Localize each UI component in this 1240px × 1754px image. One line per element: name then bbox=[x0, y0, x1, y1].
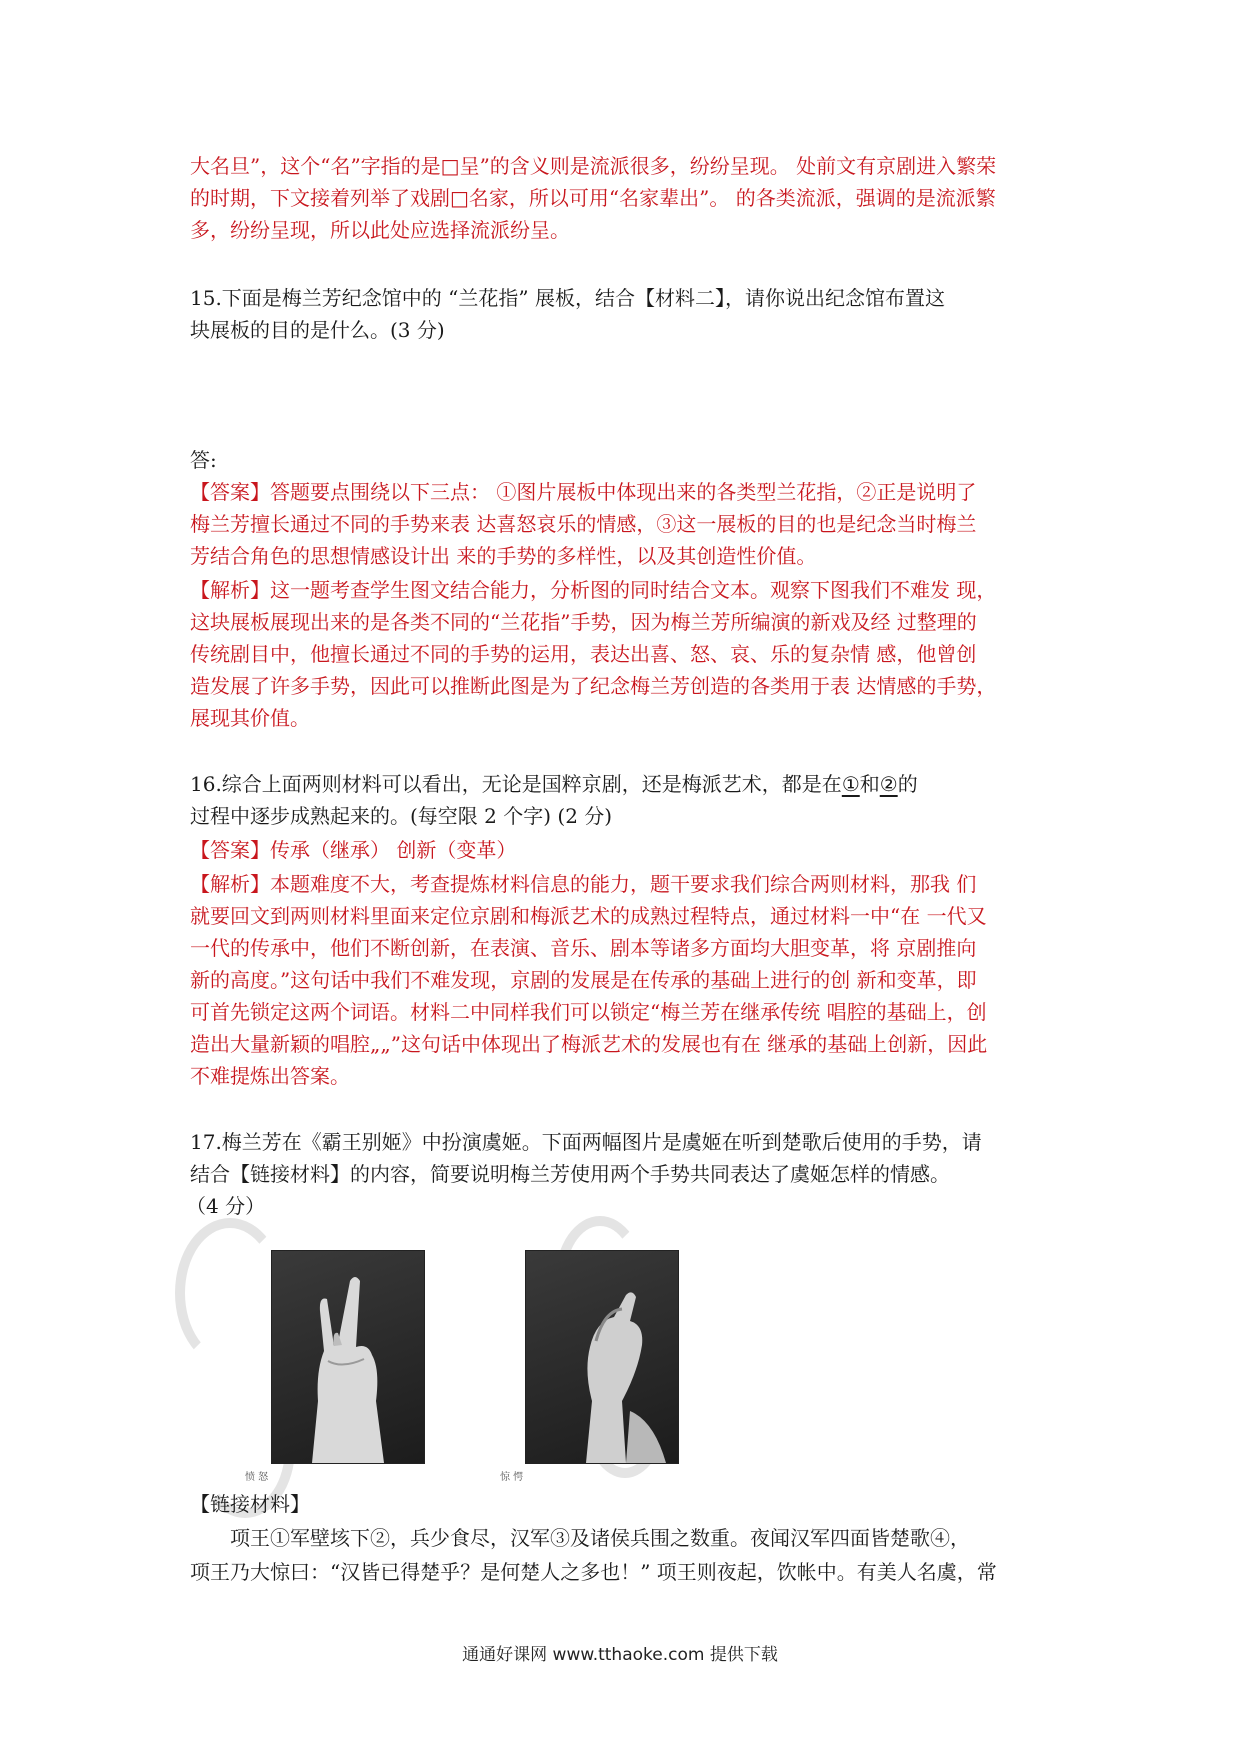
q16-analysis-line-3: 一代的传承中，他们不断创新，在表演、音乐、剧本等诸多方面均大胆变革，将 京剧推向 bbox=[190, 936, 977, 960]
q16-blank-1: ① bbox=[841, 772, 860, 796]
q15-answer-label: 答: bbox=[190, 448, 217, 472]
decorative-swoosh bbox=[175, 1218, 285, 1368]
q15-answer-line-3: 芳结合角色的思想情感设计出 来的手势的多样性，以及其创造性价值。 bbox=[190, 544, 817, 568]
prev-analysis-line-2: 的时期，下文接着列举了戏剧□名家，所以可用“名家辈出”。 的各类流派，强调的是流派繁 bbox=[190, 186, 996, 210]
q16-analysis-line-1: 【解析】本题难度不大，考查提炼材料信息的能力，题干要求我们综合两则材料，那我 们 bbox=[190, 872, 977, 896]
photo-gesture-anger bbox=[271, 1250, 425, 1464]
q15-analysis-line-2: 这块展板展现出来的是各类不同的“兰花指”手势，因为梅兰芳所编演的新戏及经 过整理的 bbox=[190, 610, 977, 634]
q16-connector: 和 bbox=[859, 772, 880, 796]
q16-suffix: 的 bbox=[897, 772, 918, 796]
link-material-line-1: 项王①军壁垓下②，兵少食尽，汉军③及诸侯兵围之数重。夜闻汉军四面皆楚歌④， bbox=[230, 1526, 970, 1550]
hand-gesture-1-image bbox=[272, 1251, 424, 1463]
prev-analysis-line-1: 大名旦”，这个“名”字指的是□呈”的含义则是流派很多，纷纷呈现。 处前文有京剧进入繁荣 bbox=[190, 154, 997, 178]
q16-blank-2: ② bbox=[879, 772, 898, 796]
q15-analysis-line-5: 展现其价值。 bbox=[190, 706, 310, 730]
q16-analysis-line-5: 可首先锁定这两个词语。材料二中同样我们可以锁定“梅兰芳在继承传统 唱腔的基础上，创 bbox=[190, 1000, 987, 1024]
q15-analysis-line-4: 造发展了许多手势，因此可以推断此图是为了纪念梅兰芳创造的各类用于表 达情感的手势， bbox=[190, 674, 997, 698]
q15-answer-line-2: 梅兰芳擅长通过不同的手势来表 达喜怒哀乐的情感，③这一展板的目的也是纪念当时梅兰 bbox=[190, 512, 977, 536]
prev-analysis-line-3: 多，纷纷呈现，所以此处应选择流派纷呈。 bbox=[190, 218, 570, 242]
page-footer: 通通好课网 www.tthaoke.com 提供下载 bbox=[462, 1645, 778, 1665]
photo2-caption: 惊 愕 bbox=[500, 1472, 524, 1483]
q17-question-line-2: 结合【链接材料】的内容，简要说明梅兰芳使用两个手势共同表达了虞姬怎样的情感。 bbox=[190, 1162, 950, 1186]
q15-analysis-line-1: 【解析】这一题考查学生图文结合能力，分析图的同时结合文本。观察下图我们不难发 现， bbox=[190, 578, 997, 602]
link-material-line-2: 项王乃大惊曰：“汉皆已得楚乎？是何楚人之多也！” 项王则夜起，饮帐中。有美人名虞，常 bbox=[190, 1560, 997, 1584]
q15-question-line-2: 块展板的目的是什么。(3 分) bbox=[190, 318, 445, 342]
hand-gesture-2-image bbox=[526, 1251, 678, 1463]
q16-analysis-line-2: 就要回文到两则材料里面来定位京剧和梅派艺术的成熟过程特点，通过材料一中“在 一代又 bbox=[190, 904, 987, 928]
q15-analysis-line-3: 传统剧目中，他擅长通过不同的手势的运用，表达出喜、怒、哀、乐的复杂情 感，他曾创 bbox=[190, 642, 977, 666]
link-material-title: 【链接材料】 bbox=[190, 1492, 310, 1516]
photo-gesture-surprise bbox=[525, 1250, 679, 1464]
q16-analysis-line-6: 造出大量新颖的唱腔„„”这句话中体现出了梅派艺术的发展也有在 继承的基础上创新，因此 bbox=[190, 1032, 988, 1056]
q16-answer: 【答案】传承（继承） 创新（变革） bbox=[190, 838, 517, 862]
hand-gesture-photos bbox=[195, 1228, 895, 1483]
q16-question-line-1 bbox=[190, 768, 1070, 800]
q16-question-line-2: 过程中逐步成熟起来的。(每空限 2 个字) (2 分) bbox=[190, 804, 613, 828]
q15-answer-line-1: 【答案】答题要点围绕以下三点： ①图片展板中体现出来的各类型兰花指，②正是说明了 bbox=[190, 480, 977, 504]
photo1-caption: 愤 怒 bbox=[245, 1472, 269, 1483]
q16-analysis-line-7: 不难提炼出答案。 bbox=[190, 1064, 350, 1088]
q17-question-line-3: （4 分） bbox=[186, 1194, 266, 1218]
q15-question-line-1: 15.下面是梅兰芳纪念馆中的 “兰花指” 展板，结合【材料二】，请你说出纪念馆布置这 bbox=[190, 286, 945, 310]
q16-analysis-line-4: 新的高度。”这句话中我们不难发现，京剧的发展是在传承的基础上进行的创 新和变革，即 bbox=[190, 968, 977, 992]
q17-question-line-1: 17.梅兰芳在《霸王别姬》中扮演虞姬。下面两幅图片是虞姬在听到楚歌后使用的手势，请 bbox=[190, 1130, 982, 1154]
q16-prefix: 16.综合上面两则材料可以看出，无论是国粹京剧，还是梅派艺术，都是在 bbox=[190, 772, 842, 796]
